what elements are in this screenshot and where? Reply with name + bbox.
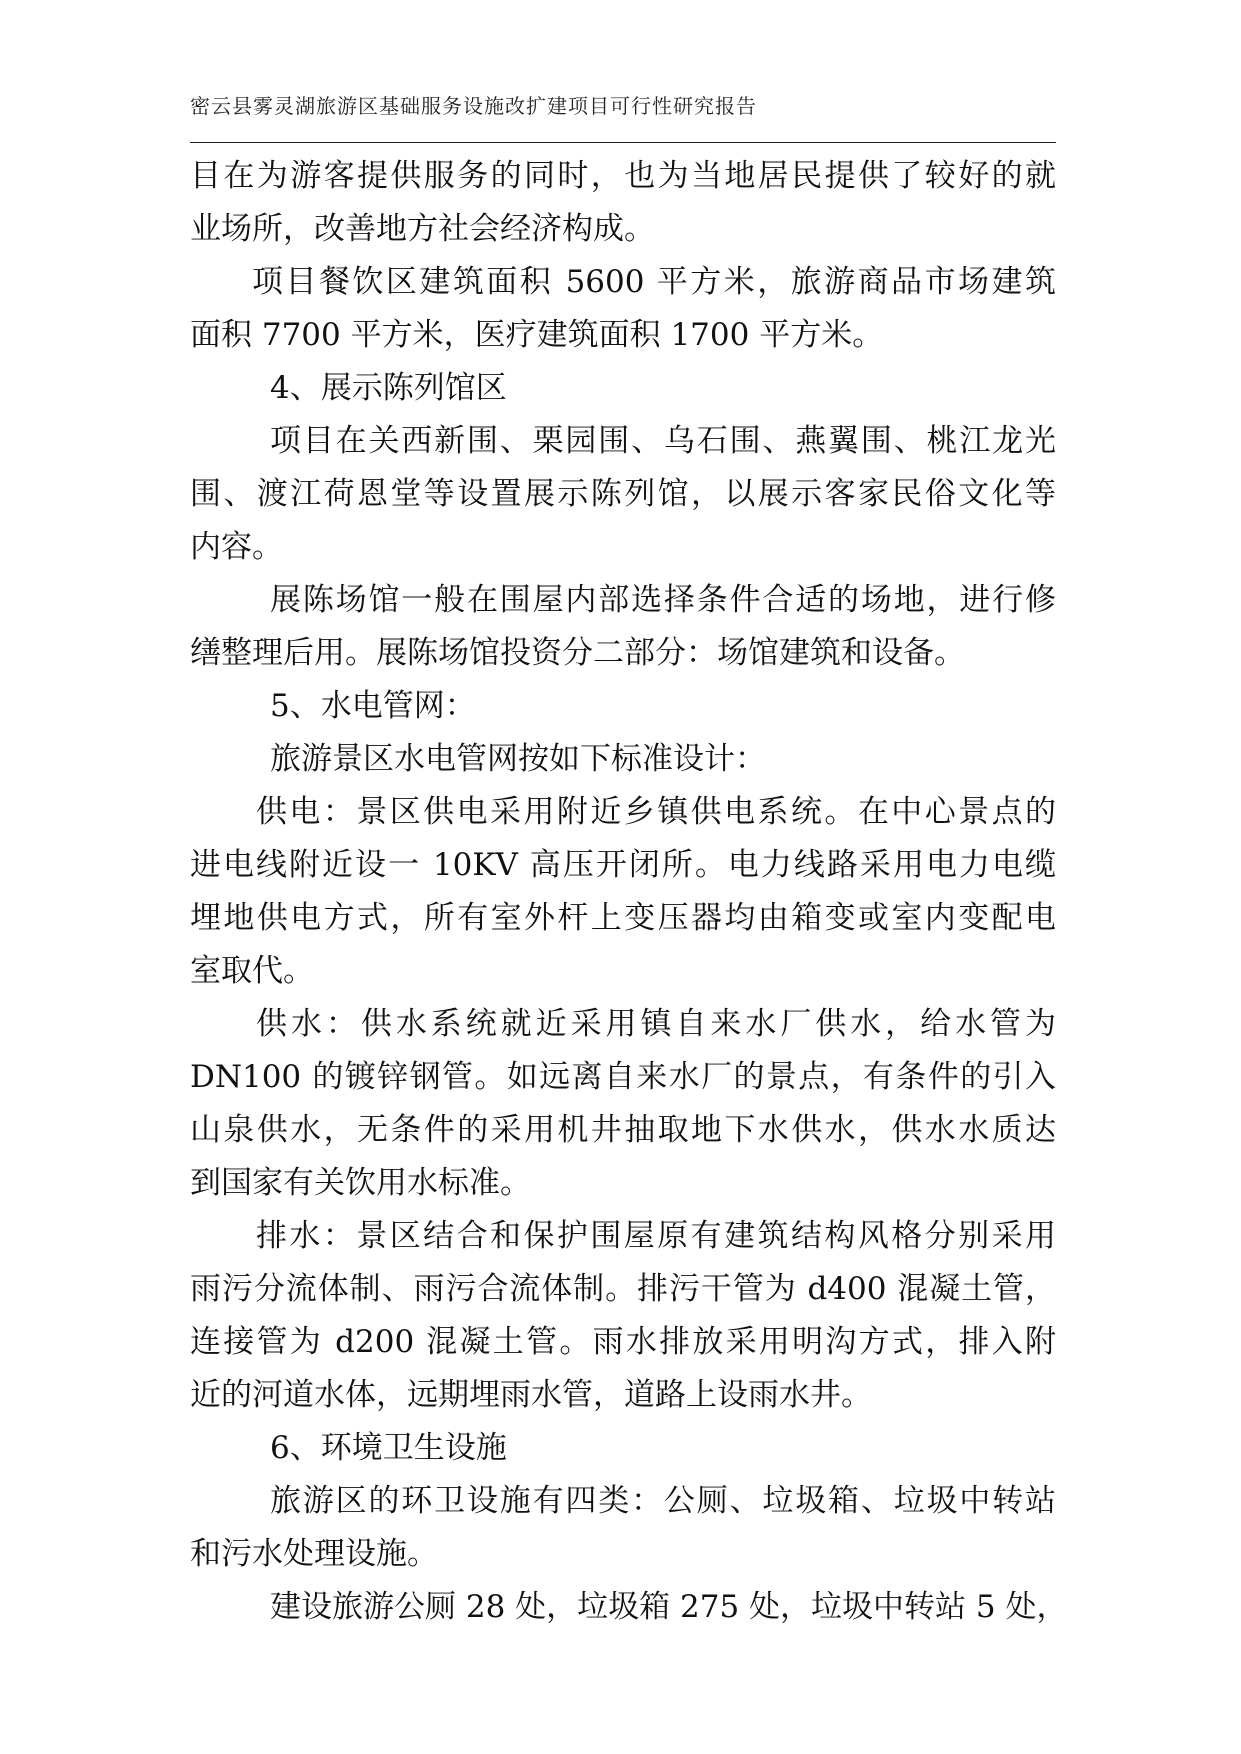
text-line: 埋地供电方式，所有室外杆上变压器均由箱变或室内变配电 [190,900,1056,936]
text-line: 到国家有关饮用水标准。 [190,1165,531,1201]
text-line: 和污水处理设施。 [190,1536,438,1572]
text-line: 面积 7700 平方米，医疗建筑面积 1700 平方米。 [190,317,884,353]
text-line: 雨污分流体制、雨污合流体制。排污干管为 d400 混凝土管， [190,1271,1056,1307]
text-line: 进电线附近设一 10KV 高压开闭所。电力线路采用电力电缆 [190,847,1056,883]
text-line: 目在为游客提供服务的同时，也为当地居民提供了较好的就 [190,158,1056,194]
text-line: 内容。 [190,529,283,565]
page-header [190,82,1056,143]
text-line: 室取代。 [190,953,314,989]
text-line: 近的河道水体，远期埋雨水管，道路上设雨水井。 [190,1377,872,1413]
text-line: 5、水电管网： [270,688,476,724]
text-line: 供电：景区供电采用附近乡镇供电系统。在中心景点的 [256,794,1056,830]
text-line: 连接管为 d200 混凝土管。雨水排放采用明沟方式，排入附 [190,1324,1056,1360]
text-line: DN100 的镀锌钢管。如远离自来水厂的景点，有条件的引入 [190,1059,1056,1095]
document-body [190,150,1068,1634]
text-line: 旅游区的环卫设施有四类：公厕、垃圾箱、垃圾中转站 [270,1483,1056,1519]
text-line: 建设旅游公厕 28 处，垃圾箱 275 处，垃圾中转站 5 处， [270,1589,1068,1625]
text-line: 围、渡江荷恩堂等设置展示陈列馆，以展示客家民俗文化等 [190,476,1056,512]
text-line: 6、环境卫生设施 [270,1430,507,1466]
text-line: 展陈场馆一般在围屋内部选择条件合适的场地，进行修 [270,582,1056,618]
text-line: 缮整理后用。展陈场馆投资分二部分：场馆建筑和设备。 [190,635,965,671]
text-line: 旅游景区水电管网按如下标准设计： [270,741,766,777]
text-line: 业场所，改善地方社会经济构成。 [190,211,655,247]
text-line: 4、展示陈列馆区 [270,370,507,406]
text-line: 供水：供水系统就近采用镇自来水厂供水，给水管为 [256,1006,1056,1042]
text-line: 项目餐饮区建筑面积 5600 平方米，旅游商品市场建筑 [252,264,1056,300]
text-line: 项目在关西新围、栗园围、乌石围、燕翼围、桃江龙光 [270,423,1056,459]
text-line: 排水：景区结合和保护围屋原有建筑结构风格分别采用 [256,1218,1056,1254]
header-title: 密云县雾灵湖旅游区基础服务设施改扩建项目可行性研究报告 [190,94,757,118]
text-line: 山泉供水，无条件的采用机井抽取地下水供水，供水水质达 [190,1112,1056,1148]
